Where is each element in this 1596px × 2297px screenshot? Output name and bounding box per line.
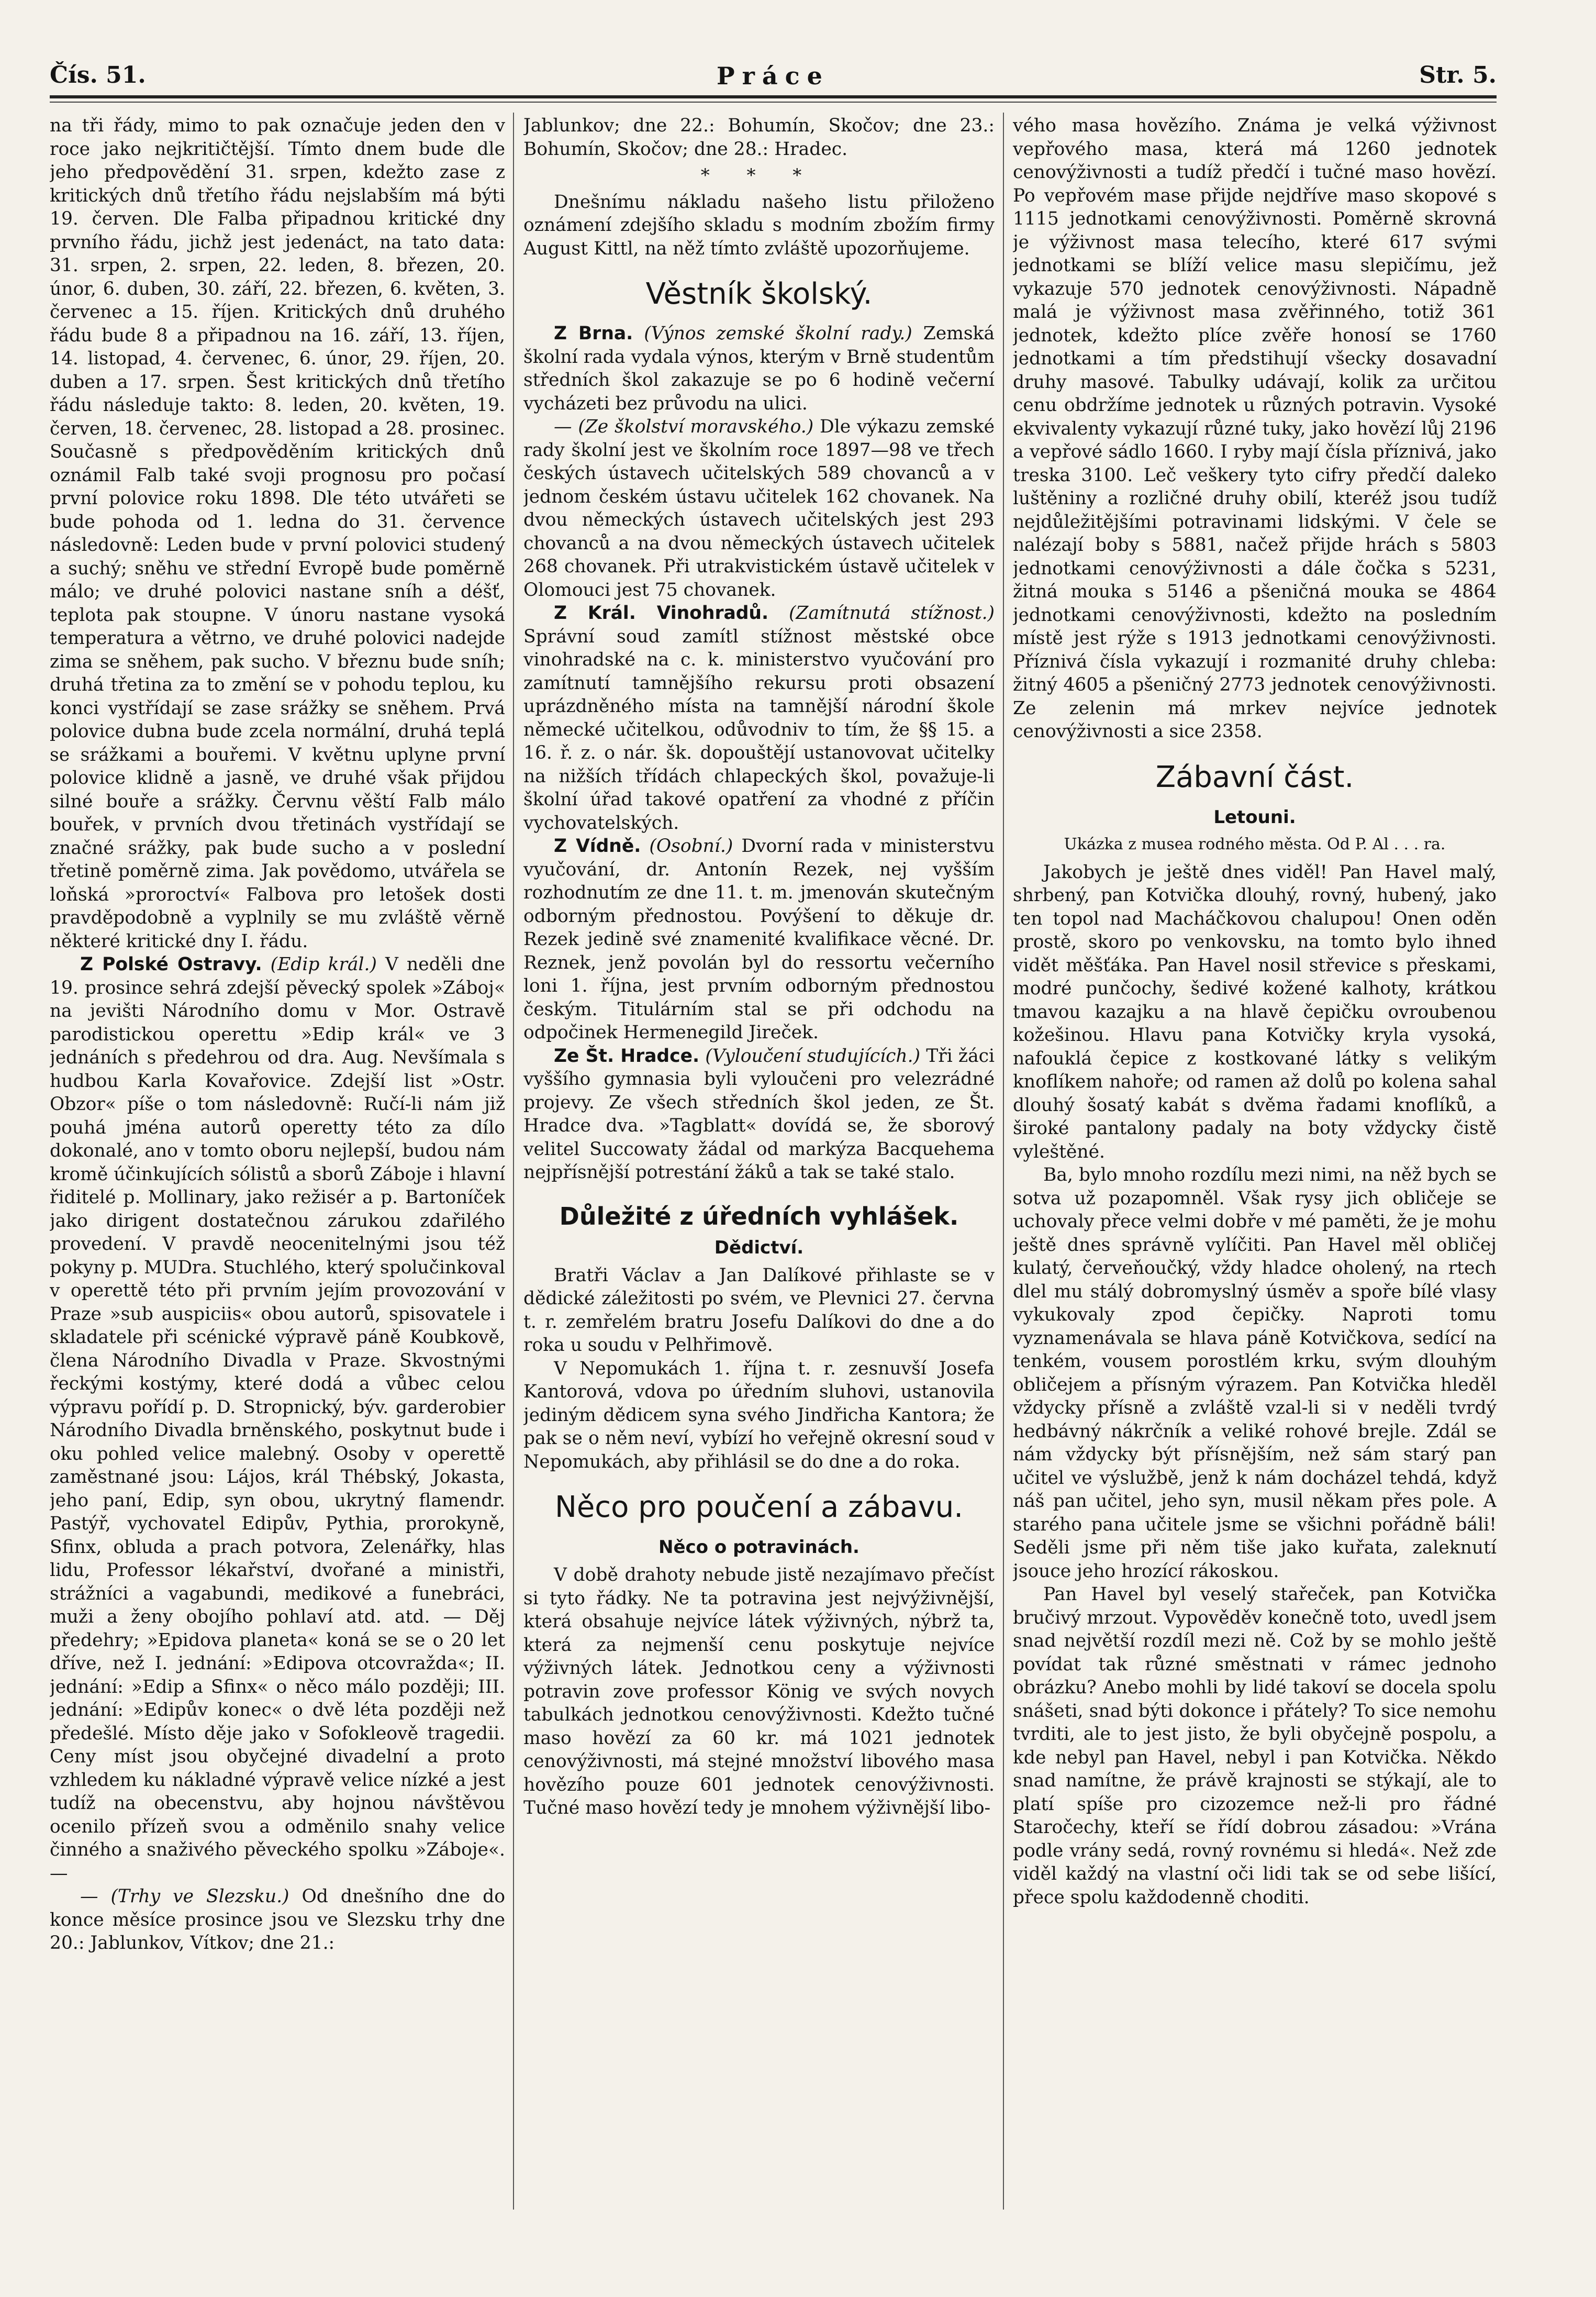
article-location: Z Vídně. — [554, 836, 641, 857]
article-location: Z Král. Vinohradů. — [554, 603, 769, 624]
separator-stars: * * * — [700, 165, 818, 186]
section-title-vestnik-skolsky: Věstník školský. — [645, 277, 873, 311]
story-paragraph: Ba, bylo mnoho rozdílu mezi nimi, na něž bych se sotva už pozapomněl. Však rysy jich obličeje se uchovaly přece velmi dobře v mé paměti, že je mohu ještě dnes správně vylíčiti. Pan Havel měl obličej kulatý, červeňoučký, vždy hladce oholený, na rtech dlel mu stálý dobromyslný úsměv a spoře bílé vlasy vykukovaly zpod čepičky. Naproti tomu vyznamenávala se hlava páně Kotvičkova, sedící na tenkém, vousem porostlém krku, svým dlouhým obličejem a přísným výrazem. Pan Kotvička hleděl vždycky přísně a zvláště vzal-li si v neděli tvrdý hedbávný nákrčník a veliké rohové brejle. Zdál se nám vždycky být přísnějším, než sám starý pan učitel ve výslužbě, jenž k nám docházel tehdá, když náš pan učitel, jeho syn, musil někam přes pole. A starého pana učitele jsme se všichni pořádně báli! Seděli jsme při něm tiše jako kuřata, zaleknutí jsouce jeho hrozící rákoskou. — [1013, 1164, 1497, 1582]
article-body: V neděli dne 19. prosince sehrá zdejší pěvecký spolek »Záboj« na jevišti Národního domu v Mor. Ostravě parodistickou operettu »Edip král« ve 3 jednáních s předehrou od dra. Aug. Nevšímala s hudbou Karla Kovařovice. Zdejší list »Ostr. Obzor« píše o tom následovně: Ručí-li nám již pouhá jména autorů operetty této za dílo dokonalé, ano v tomto oboru nejlepší, budou nám kromě účinkujících sólistů a sborů Záboje i hlavní řiditelé p. Mollinary, jako režisér a p. Bartoníček jako dirigent dostatečnou zárukou zdařilého provedení. V pravdě neocenitelnými jsou též pokyny p. MUDra. Stuchlého, který spolučinkoval v operettě této při prvním jejím provozování v Praze »sub auspiciis« obou autorů, spisovatele i skladatele při scénické výpravě páně Koubkově, člena Národního Divadla v Praze. Skvostnými řeckými kostýmy, které dodá a vůbec celou výpravu pořídí p. D. Stropnický, býv. garderobier Národního Divadla brněnského, poskytnut bude i oku pohled velice malebný. Osoby v operettě zaměstnané jsou: Lájos, král Thébský, Jokasta, jeho paní, Edip, syn obou, ukrytný flamendr. Pastýř, vychovatel Edipův, Pythia, prorokyně, Sfinx, obluda a prach potvora, Zelenářky, hlas lidu, Professor lékařství, dvořané a ministři, strážníci a vagabundi, medikové a funebráci, muži a ženy obojího pohlaví atd. atd. — Děj předehry; »Epidova planeta« koná se se o 20 let dříve, než I. jednání: »Edipova otcovražda«; II. jednání: »Edip a Sfinx« o něco málo později; III. jednání: »Edipův konec« o dvě léta později než předešlé. Místo děje jako v Sofokleově tragedii. Ceny míst jsou obyčejné divadelní a proto vzhledem ku nákladné výpravě velice nízké a jest tudíž na obecenstvu, aby hojnou návštěvou ocenilo přízeň svou a odměnilo snahy velice činného a snaživého pěveckého spolku »Záboje«. — — [50, 954, 505, 1884]
section-title-uredni-vyhlasky: Důležité z úředních vyhlášek. — [559, 1202, 959, 1230]
section-title-zabavni-cast: Zábavní část. — [1155, 760, 1354, 794]
article-body: Správní soud zamítl stížnost městské obce vinohradské na c. k. ministerstvo vyučování pro zamítnutí tamnějšího rekursu proti obsazení uprázdněného místa na tamnější národní škole německé učitelkou, odůvodniv to tím, že §§ 15. a 16. ř. z. o nár. šk. dopouštějí ustanovovat učitelky na nižších třídách chlapeckých škol, považuje-li školní úřad takové opatření za vhodné z příčin vychovatelských. — [523, 626, 995, 834]
notice-kantorova: V Nepomukách 1. října t. r. zesnuvší Josefa Kantorová, vdova po úředním sluhovi, ustanovila jediným dědicem syna svého Jindřicha Kantora; že pak se o něm neví, vybízí ho veřejně okresní soud v Nepomukách, aby přihlásil se do dne a do roka. — [523, 1358, 995, 1472]
page-header — [50, 62, 1497, 98]
article-body: Od dnešního dne do konce měsíce prosince jsou ve Slezsku trhy dne 20.: Jablunkov, Vítkov; dne 21.: — [50, 1886, 505, 1954]
section-title-pouceni-zabava: Něco pro poučení a zábavu. — [554, 1490, 964, 1524]
article-tag: (Osobní.) — [649, 836, 733, 857]
header-rule — [50, 95, 1497, 98]
issue-number: Čís. 51. — [50, 62, 146, 88]
notice-dalikove: Bratři Václav a Jan Dalíkové přihlaste se v dědické záležitosti po svém, ve Plevnici 27. června t. r. zemřelém bratru Josefu Dalíkovi do dne a do roka u soudu v Pelhřimově. — [523, 1264, 995, 1356]
subsection-dedictvi: Dědictví. — [714, 1237, 804, 1258]
article-location: Z Polské Ostravy. — [80, 954, 262, 975]
column-1 — [50, 114, 505, 2209]
article-tag: — (Ze školství moravského.) — [554, 416, 814, 437]
story-paragraph: Pan Havel byl veselý stařeček, pan Kotvička bručivý mrzout. Vypověděv konečně toto, uvedl jsem snad největší rozdíl mezi ně. Což by se mohlo ještě povídat tak různé směstnati v rámec jednoho obrázku? Anebo mohli by lidé takoví se docela spolu snášeti, snad býti dokonce i přátely? To sice nemohu tvrditi, ale to jest jisto, že byli obyčejně pospolu, a kde nebyl pan Havel, nebyl i pan Kotvička. Někdo snad namítne, že právě krajnosti se stýkají, ale to platí spíše pro cizozemce než-li pro řádné Staročechy, kteří se řídí dobrou zásadou: »Vrána podle vrány sedá, rovný rovnému si hledá«. Než zde viděl každý na vlastní oči lidi tak se od sebe lišící, přece spolu každodenně choditi. — [1013, 1584, 1497, 1908]
article-location: Z Brna. — [554, 323, 633, 344]
article-polska-ostrava — [50, 953, 505, 1885]
article-brno — [523, 322, 995, 415]
article-body: Tři žáci vyššího gymnasia byli vyloučeni pro velezrádné projevy. Ze všech středních škol jeden, ze Št. Hradce dva. »Tagblatt« dovídá se, že sborový velitel Succowaty žádal od markýza Bacquehema nejpřísnější potrestání žáků a tak se také stalo. — [523, 1045, 995, 1183]
story-paragraph: Jakobych je ještě dnes viděl! Pan Havel malý, shrbený, pan Kotvička dlouhý, rovný, hubený, jako ten topol nad Macháčkovou chalupou! Onen oděn prostě, skoro po venkovsku, na tomto bylo ihned vidět měšťáka. Pan Havel nosil střevice s přeskami, modré punčochy, šedivé kožené kalhoty, krátkou tmavou kazajku a na hlavě čepičku ovroubenou kožešinou. Hlavu pana Kotvičky kryla vysoká, nafouklá čepice z kostkované látky s velikým knoflíkem nahoře; od ramen až dolů po kolena sahal dlouhý šosatý kabát s dvěma řadami knoflíků, a široké pantalony padaly na boty vždycky čistě vyleštěné. — [1013, 861, 1497, 1162]
page-number: Str. 5. — [1419, 62, 1497, 88]
article-falb-prognosis: na tři řády, mimo to pak označuje jeden den v roce jako nejkritičtější. Tímto dnem bude dle jeho předpovědění 31. srpen, kdežto zase z kritických dnů třetího řádu nejslabším má býti 19. červen. Dle Falba připadnou kritické dny prvního řádu, jichž jest jedenáct, na tato data: 31. srpen, 2. srpen, 22. leden, 8. březen, 20. únor, 6. duben, 30. září, 22. březen, 6. květen, 3. červenec a 15. říjen. Kritických dnů druhého řádu bude 8 a připadnou na 16. září, 13. říjen, 14. listopad, 4. červenec, 6. únor, 29. říjen, 20. duben a 17. srpen. Šest kritických dnů třetího řádu následuje takto: 8. leden, 20. květen, 19. červen, 18. červenec, 28. listopad a 28. prosinec. Současně s předpověděním kritických dnů oznámil Falb také svoji prognosu pro počasí první polovice roku 1898. Dle této utvářeti se bude pohoda od 1. ledna do 31. července následovně: Leden bude v první polovici studený a suchý; sněhu ve střední Evropě bude poměrně málo; ve druhé polovici nastane sníh a déšť, teplota pak stoupne. V únoru nastane vysoká temperatura a větrno, ve druhé polovici nadejde zima se sněhem, pak sucho. V březnu bude sníh; druhá třetina za to změní se v pohodu teplou, ku konci vystřídají se zase srážky se sněhem. Prvá polovice dubna bude zcela normální, druhá teplá se srážkami a bouřemi. V květnu uplyne první polovice klidně a jasně, ve druhé však přijdou silné bouře a srážky. Červnu věští Falb málo bouřek, v prvních dvou třetinách vystřídají se značné srážky, pak bude sucho a v poslední třetině poměrně zima. Jak povědomo, utvářela se loňská »proroctví« Falbova pro letošek dosti pravděpodobně a vyplnily se mu zvláště věrně některé kritické dny I. řádu. — [50, 115, 505, 952]
article-skolstvi-moravske — [523, 415, 995, 602]
article-viden — [523, 835, 995, 1045]
article-st-hradec — [523, 1045, 995, 1184]
column-3 — [1013, 114, 1497, 2209]
article-tag: (Vyloučení studujících.) — [705, 1045, 921, 1067]
column-divider — [513, 113, 514, 2210]
article-tag: — (Trhy ve Slezsku.) — [80, 1886, 289, 1907]
article-vinohrady — [523, 602, 995, 835]
subsection-potraviny: Něco o potravinách. — [659, 1537, 860, 1558]
article-tag: (Výnos zemské školní rady.) — [644, 323, 912, 344]
column-2 — [523, 114, 995, 2209]
column-divider — [1003, 113, 1004, 2210]
article-body: Zemská školní rada vydala výnos, kterým v Brně studentům středních škol zakazuje se po 6 hodině večerní vycházeti bez průvodu na ulici. — [523, 323, 995, 414]
article-tag: (Zamítnutá stížnost.) — [788, 603, 995, 624]
notice-kittl: Dnešnímu nákladu našeho listu přiloženo oznámení zdejšího skladu s modním zbožím firmy August Kittl, na něž tímto zvláště upozorňujeme. — [523, 191, 995, 259]
story-title-letouni: Letouni. — [1213, 806, 1296, 828]
article-trhy-slezsko — [50, 1885, 505, 1955]
article-location: Ze Št. Hradce. — [554, 1045, 700, 1067]
article-tag: (Edip král.) — [270, 954, 377, 975]
article-body: Dvorní rada v ministerstvu vyučování, dr. Antonín Rezek, nej vyšším rozhodnutím ze dne 11. t. m. jmenován skutečným odborným přednostou. Povýšení to děkuje dr. Rezek jedině své znamenité kvalifikace věcné. Dr. Reznek, jenž povolán byl do ressortu večerního loni 1. října, jest prvním odborným přednostou českým. Titulárním stal se při odchodu na odpočinek Hermenegild Jireček. — [523, 836, 995, 1043]
newspaper-title: Práce — [717, 62, 830, 90]
article-trhy-continued: Jablunkov; dne 22.: Bohumín, Skočov; dne 23.: Bohumín, Skočov; dne 28.: Hradec. — [523, 115, 995, 160]
header-rule-thin — [50, 102, 1497, 103]
article-body: Dle výkazu zemské rady školní jest ve školním roce 1897—98 ve třech českých ústavech učitelských 589 chovanců a v jednom českém ústavu učitelek 162 chovanek. Na dvou německých ústavech učitelských jest 293 chovanců a na dvou německých ústavech učitelek 268 chovanek. Při utrakvistickém ústavě učitelek v Olomouci jest 75 chovanek. — [523, 416, 995, 601]
article-potraviny: V době drahoty nebude jistě nezajímavo přečíst si tyto řádky. Ne ta potravina jest nejvýživnější, která obsahuje nejvíce látek výživných, nýbrž ta, která za nejmenší cenu poskytuje nejvíce výživných látek. Jednotkou ceny a výživnosti potravin zove professor König ve svých novych tabulkách jednotkou cenovýživnosti. Kdežto tučné maso hovězí za 60 kr. má 1021 jednotek cenovýživnosti, má stejné množství libového masa hovězího pouze 601 jednotek cenovýživnosti. Tučné maso hovězí tedy je mnohem výživnější libo- — [523, 1564, 995, 1818]
story-byline: Ukázka z musea rodného města. Od P. Al . . . ra. — [1064, 835, 1446, 853]
article-potraviny-continued: vého masa hovězího. Známa je velká výživnost vepřového masa, která má 1260 jednotek cenovýživnosti a tudíž předčí i tučné maso hovězí. Po vepřovém mase přijde nejdříve maso skopové s 1115 jednotkami cenovýživnosti. Poměrně skrovná je výživnost masa telecího, které 617 svými jednotkami se blíží velice masu slepičímu, jež vykazuje 570 jednotek cenovýživnosti. Nápadně malá je výživnost masa zvěřinného, totiž 361 jednotek, kdežto plíce zvěře honosí se 1760 jednotkami a tím předstihují všecky dosavadní druhy masové. Tabulky udávají, kolik za určitou cenu obdržíme jednotek u různých potravin. Vysoké ekvivalenty vykazují různé tuky, jako hovězí lůj 2196 a vepřové sádlo 1660. I ryby mají čísla příznivá, jako treska 3100. Leč veškery tyto cifry předčí daleko luštěniny a rozličné druhy obilí, kteréž jsou tudíž nejdůležitějšími potravinami lidskými. V čele se nalézají boby s 5881, načež přijde hrách s 5803 jednotkami cenovýživnosti a dále čočka s 5231, žitná mouka s 5146 a pšeničná mouka se 4864 jednotkami cenovýživnosti, kdežto na posledním místě jest rýže s 1913 jednotkami cenovýživnosti. Příznivá čísla vykazují i rozmanité druhy chleba: žitný 4605 a pšeničný 2773 jednotek cenovýživnosti. Ze zelenin má mrkev nejvíce jednotek cenovýživnosti a sice 2358. — [1013, 115, 1497, 742]
